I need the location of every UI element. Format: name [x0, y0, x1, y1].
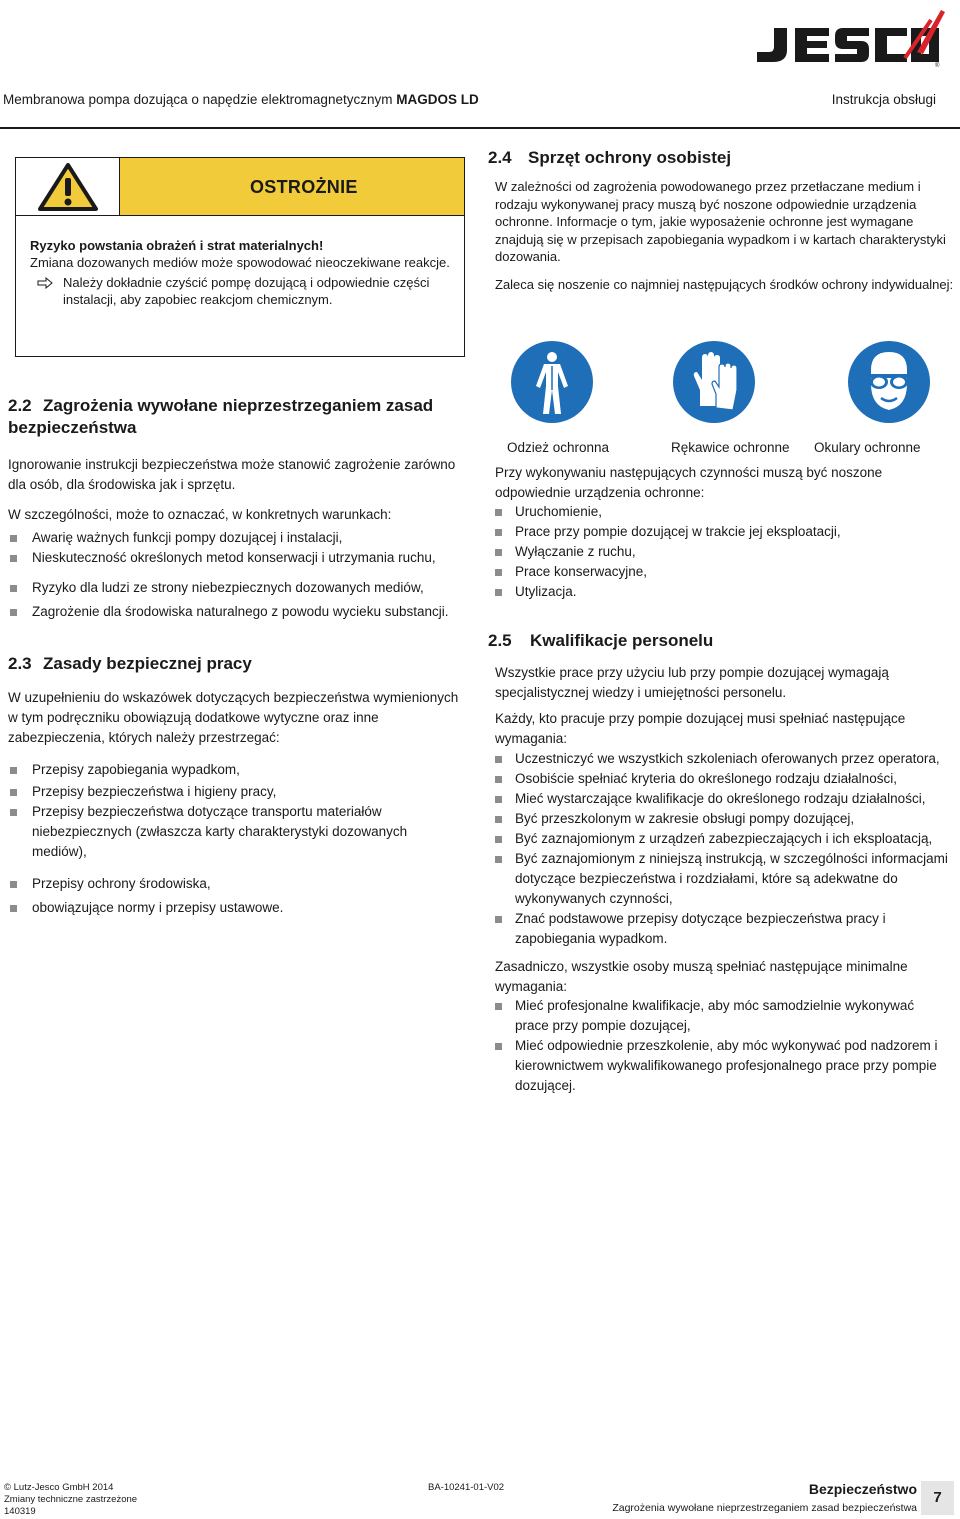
list-item: Utylizacja.: [493, 582, 953, 602]
header-rule: [0, 127, 960, 129]
section-2-4-lead: Przy wykonywaniu następujących czynności muszą być noszone odpowiednie urządzenia ochronne:: [495, 465, 883, 500]
section-2-4-para1: W zależności od zagrożenia powodowanego przez przetłaczane medium i rodzaju wykonywanej pracy muszą być noszone odpowiednie urządzenia ochronne. Informacje o tym, jakie wyposażenie ochronne jest wymagane znajdują się w przepisach zapobiegania wypadkom i w kartach charakterystyki dozowania.: [495, 179, 946, 264]
list-item: Uruchomienie,: [493, 502, 953, 522]
list-item: Przepisy bezpieczeństwa dotyczące transportu materiałów niebezpiecznych (zwłaszcza karty charakterystyki dozowanych mediów),: [8, 802, 463, 862]
list-item: Ryzyko dla ludzi ze strony niebezpiecznych dozowanych mediów,: [8, 578, 463, 598]
section-2-4-heading: 2.4 Sprzęt ochrony osobistej: [488, 148, 732, 167]
section-2-4-para2: Zaleca się noszenie co najmniej następujących środków ochrony indywidualnej:: [495, 277, 954, 292]
page-number: 7: [921, 1481, 954, 1515]
section-2-4-list: [493, 502, 953, 602]
list-item: Przepisy zapobiegania wypadkom,: [8, 760, 463, 780]
list-item: Uczestniczyć we wszystkich szkoleniach oferowanych przez operatora,: [493, 749, 948, 769]
list-item: Awarię ważnych funkcji pompy dozującej i instalacji,: [8, 528, 463, 548]
warning-text: Zmiana dozowanych mediów może spowodować nieoczekiwane reakcje.: [30, 254, 450, 270]
section-2-5-heading: 2.5 Kwalifikacje personelu: [488, 631, 714, 650]
footer-copyright: © Lutz-Jesco GmbH 2014: [4, 1482, 114, 1493]
list-item: Mieć wystarczające kwalifikacje do określonego rodzaju działalności,: [493, 789, 948, 809]
product-name: MAGDOS LD: [396, 92, 479, 107]
header-title: Membranowa pompa dozująca o napędzie elektromagnetycznym MAGDOS LD: [3, 92, 479, 107]
section-2-3-list: [8, 760, 463, 918]
section-2-3-intro: W uzupełnieniu do wskazówek dotyczących bezpieczeństwa wymienionych w tym podręczniku obowiązują dodatkowe wytyczne oraz inne zabezpieczenia, których należy przestrzegać:: [8, 690, 459, 745]
footer-left: [4, 1482, 137, 1518]
safety-goggles-icon: [847, 340, 931, 424]
list-item: Prace konserwacyjne,: [493, 562, 953, 582]
list-item: Mieć odpowiednie przeszkolenie, aby móc wykonywać pod nadzorem i kierownictwem wykwalifikowanego profesjonalnego prace przy pompie dozującej.: [493, 1036, 948, 1096]
arrow-right-icon: [37, 277, 53, 289]
list-item: Znać podstawowe przepisy dotyczące bezpieczeństwa pracy i zapobiegania wypadkom.: [493, 909, 948, 949]
list-item: Wyłączanie z ruchu,: [493, 542, 953, 562]
list-item: Być zaznajomionym z urządzeń zabezpieczających i ich eksploatacją,: [493, 829, 948, 849]
list-item: Prace przy pompie dozującej w trakcie jej eksploatacji,: [493, 522, 953, 542]
ppe-label-gloves: Rękawice ochronne: [671, 440, 790, 455]
list-item: Być zaznajomionym z niniejszą instrukcją, w szczególności informacjami dotyczące bezpieczeństwa i rozdziałami, które są adekwatne do wykonywanych czynności,: [493, 849, 948, 909]
section-2-2-intro: Ignorowanie instrukcji bezpieczeństwa może stanowić zagrożenie zarówno dla osób, dla środowiska jak i sprzętu.: [8, 457, 456, 492]
section-2-5-lead2: Zasadniczo, wszystkie osoby muszą spełniać następujące minimalne wymagania:: [495, 959, 908, 994]
warning-triangle-icon: [38, 163, 98, 211]
protective-clothing-icon: [510, 340, 594, 424]
list-item: Przepisy bezpieczeństwa i higieny pracy,: [8, 782, 463, 802]
caution-box: [15, 157, 465, 357]
warning-action: Należy dokładnie czyścić pompę dozującą i odpowiednie części instalacji, aby zapobiec reakcjom chemicznym.: [30, 275, 454, 308]
signal-word: OSTROŻNIE: [250, 177, 358, 197]
section-2-2-lead: W szczególności, może to oznaczać, w konkretnych warunkach:: [8, 507, 392, 522]
section-2-2-list: [8, 528, 463, 622]
ppe-label-goggles: Okulary ochronne: [814, 440, 921, 455]
list-item: Zagrożenie dla środowiska naturalnego z powodu wycieku substancji.: [8, 602, 463, 622]
list-item: obowiązujące normy i przepisy ustawowe.: [8, 898, 463, 918]
protective-gloves-icon: [672, 340, 756, 424]
list-item: Przepisy ochrony środowiska,: [8, 874, 463, 894]
section-2-5-list1: [493, 749, 948, 949]
warning-headline: Ryzyko powstania obrażeń i strat materialnych!: [30, 238, 324, 253]
ppe-label-clothing: Odzież ochronna: [507, 440, 610, 455]
list-item: Osobiście spełniać kryteria do określonego rodzaju działalności,: [493, 769, 948, 789]
jesco-logo: [755, 6, 945, 68]
list-item: Nieskuteczność określonych metod konserwacji i utrzymania ruchu,: [8, 548, 463, 568]
header-doc-type: Instrukcja obsługi: [831, 92, 936, 107]
section-2-3-heading: 2.3 Zasady bezpiecznej pracy: [8, 654, 252, 673]
footer-changes: Zmiany techniczne zastrzeżone: [4, 1494, 138, 1505]
footer-chapter: Bezpieczeństwo: [808, 1481, 917, 1497]
footer-doc-number: BA-10241-01-V02: [428, 1482, 505, 1493]
footer-subchapter: Zagrożenia wywołane nieprzestrzeganiem zasad bezpieczeństwa: [612, 1502, 917, 1514]
footer-date-code: 140319: [4, 1506, 36, 1517]
section-2-5-intro: Wszystkie prace przy użyciu lub przy pompie dozującej wymagają specjalistycznej wiedzy i umiejętności personelu.: [495, 665, 889, 700]
list-item: Być przeszkolonym w zakresie obsługi pompy dozującej,: [493, 809, 948, 829]
section-2-5-list2: [493, 996, 948, 1096]
list-item: Mieć profesjonalne kwalifikacje, aby móc samodzielnie wykonywać prace przy pompie dozującej,: [493, 996, 948, 1036]
section-2-5-lead1: Każdy, kto pracuje przy pompie dozującej musi spełniać następujące wymagania:: [495, 711, 906, 746]
svg-text:®: ®: [935, 63, 940, 68]
section-2-2-heading: 2.2 Zagrożenia wywołane nieprzestrzeganiem zasad bezpieczeństwa: [8, 396, 434, 437]
